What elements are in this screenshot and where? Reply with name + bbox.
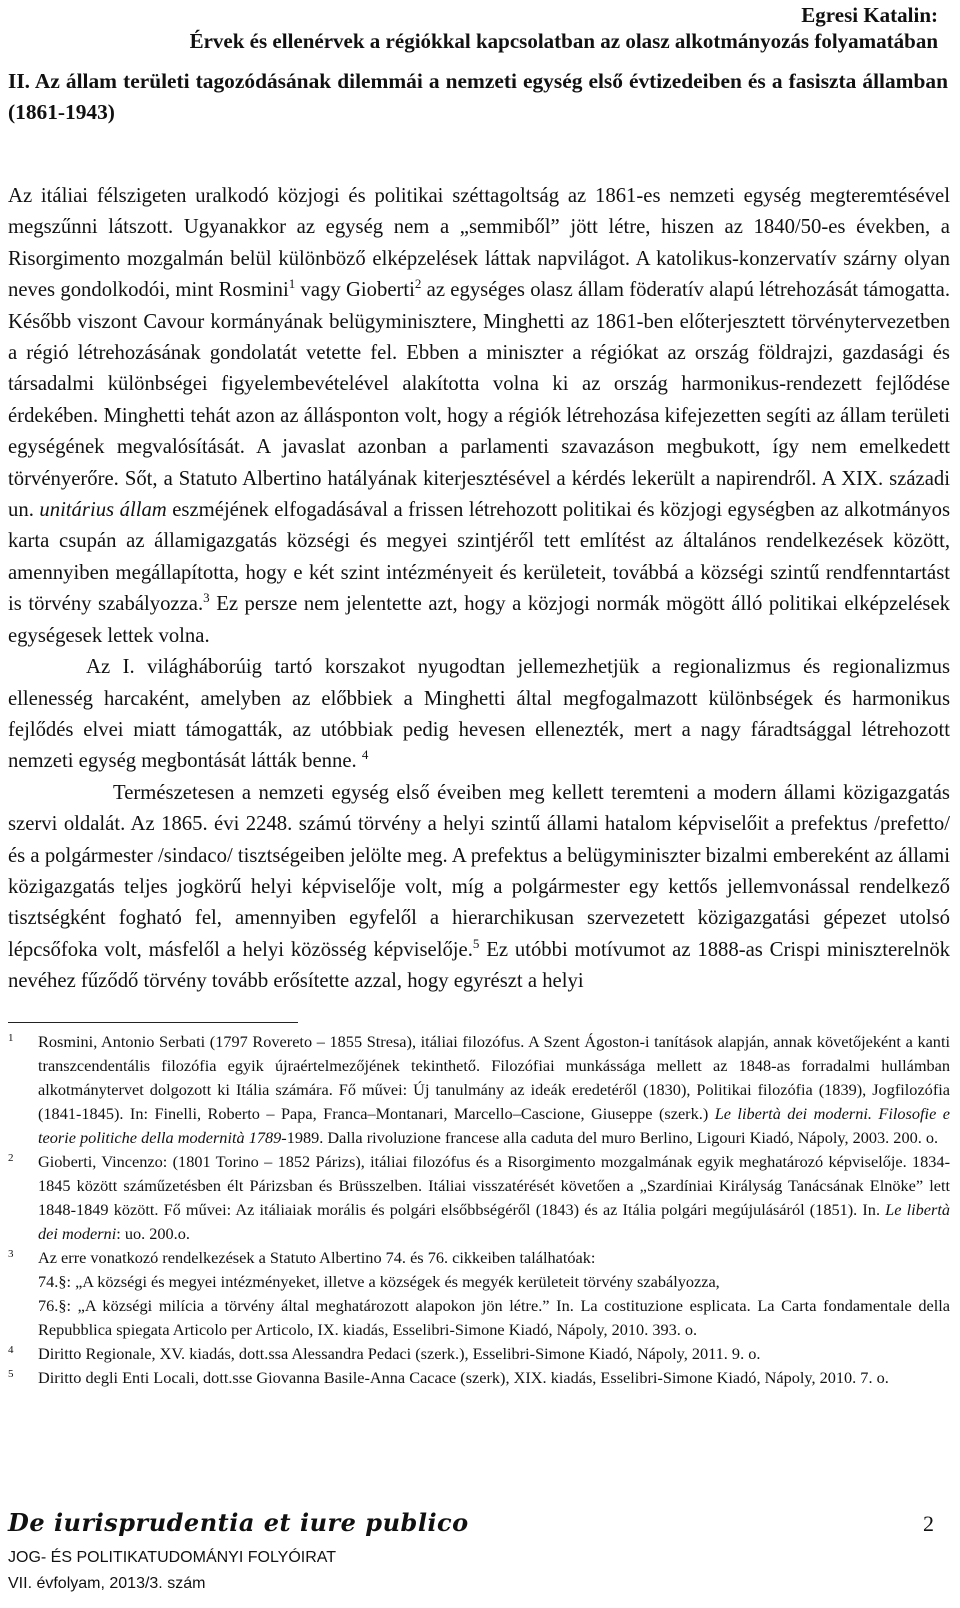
footnote-number: 3 — [8, 1248, 14, 1260]
body-text — [8, 181, 950, 998]
footnote-3-item: 76.§: „A községi milícia a törvény által meghatározott alapokon jön létre.” In. La costituzione esplicata. La Carta fondamentale della Repubblica spiegata Articolo per Articolo, IX. kiadás, Esselibri-Simone Kiadó, Nápoly, 2010. 393. o. — [38, 1296, 950, 1339]
header-title: Érvek és ellenérvek a régiókkal kapcsolatban az olasz alkotmányozás folyamatában — [189, 29, 938, 53]
footnote-4: 4 Diritto Regionale, XV. kiadás, dott.ssa Alessandra Pedaci (szerk.), Esselibri-Simone Kiadó, Nápoly, 2011. 9. o. — [8, 1344, 761, 1363]
paragraph-2: Az I. világháborúig tartó korszakot nyugodtan jellemezhetjük a regionalizmus és regionalizmus ellenesség harcaként, amelyben az előbbiek a Minghetti által megfogalmazott különbségek és harmonikus fejlődés elvei miatt támogatták, az utóbbiak pedig hevesen ellenezték, mert a nagy fáradtsággal létrehozott nemzeti egység megbontását látták benne. $^4$ — [8, 656, 950, 773]
paragraph-3: Természetesen a nemzeti egység első éveiben meg kellett teremteni a modern állami közigazgatás szervi oldalát. Az 1865. évi 2248. számú törvény a helyi szintű állami hatalom képviselőit a prefektus /prefetto/ és a polgármester /sindaco/ tisztségeiben jelölte meg. A prefektus a belügyminiszter bizalmi embereként az állami közigazgatás teljes jogkörű helyi képviselője volt, míg a polgármester egy kettős jellemvonással rendelkező tisztségként fogható fel, amennyiben egyfelől a hierarchikusan szervezetett közigazgatási gépezet utolsó lépcsőfoka volt, másfelől a helyi közösség képviselője.$^5$ Ez utóbbi motívumot az 1888-as Crispi miniszterelnök nevéhez fűződő törvény tovább erősítette azzal, hogy egyrészt a helyi — [8, 781, 951, 993]
footnote-number: 5 — [8, 1368, 14, 1380]
footnote-number: 1 — [8, 1032, 14, 1044]
footnote-ref-1: 1 — [288, 276, 296, 292]
page-number: 2 — [923, 1511, 934, 1536]
footnote-ref-2: 2 — [414, 276, 422, 292]
footnote-number: 2 — [8, 1152, 14, 1164]
journal-volume: VII. évfolyam, 2013/3. szám — [8, 1575, 206, 1592]
footnote-ref-3: 3 — [203, 590, 210, 606]
running-header — [190, 2, 938, 54]
footnote-separator — [8, 1022, 298, 1023]
header-author: Egresi Katalin: — [801, 3, 938, 27]
journal-title: De iurisprudentia et iure publico — [8, 1508, 469, 1537]
footnote-ref-4: 4 — [361, 747, 369, 763]
footnote-3: 3 Az erre vonatkozó rendelkezések a Statuto Albertino 74. és 76. cikkeiben találhatóak: — [8, 1248, 596, 1267]
footnote-2: 2 Gioberti, Vincenzo: (1801 Torino – 1852 Párizs), itáliai filozófus és a Risorgimento mozgalmának egyik meghatározó képviselője. 1834-1845 között száműzetésben élt Párizsban és Brüsszelben. Itáliai visszatérését követően a „Szardíniai Királyság Tanácsának Elnöke” lett 1848-1849 között. Fő művei: Az itáliaiak morális és polgári elsőbbségéről (1843) és az Itália polgári megújulásáról (1851). In. Le libertà dei moderni: uo. 200.o. — [8, 1152, 951, 1243]
footnotes — [8, 1030, 950, 1390]
footnote-3-item: 74.§: „A községi és megyei intézményeket, illetve a községek és megyék kerületeit törvény szabályozza, — [38, 1272, 720, 1291]
section-title: II. Az állam területi tagozódásának dilemmái a nemzeti egység első évtizedeiben és a fasiszta államban (1861-1943) — [8, 69, 948, 124]
footnote-1: 1 Rosmini, Antonio Serbati (1797 Rovereto – 1855 Stresa), itáliai filozófus. A Szent Ágoston-i tanítások alapján, annak követőjeként a kanti transzcendentális filozófia egyik újraértelmezőjének tekinthető. Filozófiai munkássága mellett az 1848-as forradalmi hullámban alkotmánytervet dolgozott ki Itália számára. Fő művei: Új tanulmány az ideák eredetéről (1830), Politikai filozófia (1839), Jogfilozófia (1841-1845). In: Finelli, Roberto – Papa, Franca–Montanari, Marcello–Cascione, Giuseppe (szerk.) Le libertà dei moderni. Filosofie e teorie politiche della modernità 1789-1989. Dalla rivoluzione francese alla caduta del muro Berlino, Ligouri Kiadó, Nápoly, 2003. 200. o. — [8, 1032, 950, 1147]
journal-subtitle: JOG- ÉS POLITIKATUDOMÁNYI FOLYÓIRAT — [8, 1549, 337, 1566]
footnote-ref-5: 5 — [472, 935, 480, 951]
footnote-5: 5 Diritto degli Enti Locali, dott.sse Giovanna Basile-Anna Cacace (szerk), XIX. kiadás, Esselibri-Simone Kiadó, Nápoly, 2010. 7. o. — [8, 1368, 889, 1387]
footnote-number: 4 — [8, 1344, 14, 1356]
paragraph-1: Az itáliai félszigeten uralkodó közjogi és politikai széttagoltság az 1861-es nemzeti egység megteremtésével megszűnni látszott. Ugyanakkor az egység nem a „semmiből” jött létre, hiszen az 1840/50-es években, a Risorgimento mozgalmán belül különböző elképzelések láttak napvilágot. A katolikus-konzervatív szárny olyan neves gondolkodói, mint Rosmini$^1$ vagy Gioberti$^2$ az egységes olasz állam föderatív alapú létrehozását támogatta. Később viszont Cavour kormányának belügyminisztere, Minghetti az 1861-ben előterjesztett törvénytervezetben a régió létrehozásának gondolatát vetette fel. Ebben a miniszter a régiókat az ország földrajzi, gazdasági és társadalmi különbségei figyelembevételével alakította volna ki az ország harmonikus-rendezett fejlődése érdekében. Minghetti tehát azon az állásponton volt, hogy a régiók létrehozása kifejezetten segíti az állam területi egységének megvalósítását. A javaslat azonban a parlamenti szavazáson megbukott, így nem emelkedett törvényerőre. Sőt, a Statuto Albertino hatályának kiterjesztésével a kérdés lekerült a napirendről. A XIX. századi un. unitárius állam eszméjének elfogadásával a frissen létrehozott politikai és közjogi egységben az alkotmányos karta csupán az államigazgatás községi és megyei szintjéről tett említést az általános rendelkezések között, amennyiben megállapította, hogy e két szint intézményeit és kerületeit, továbbá a községi szintű rendfenntartást is törvény szabályozza.$^3$ Ez persze nem jelentette azt, hogy a közjogi normák mögött álló politikai elképzelések egységesek lettek volna. — [8, 185, 951, 647]
italic-term: unitárius állam — [39, 499, 167, 522]
